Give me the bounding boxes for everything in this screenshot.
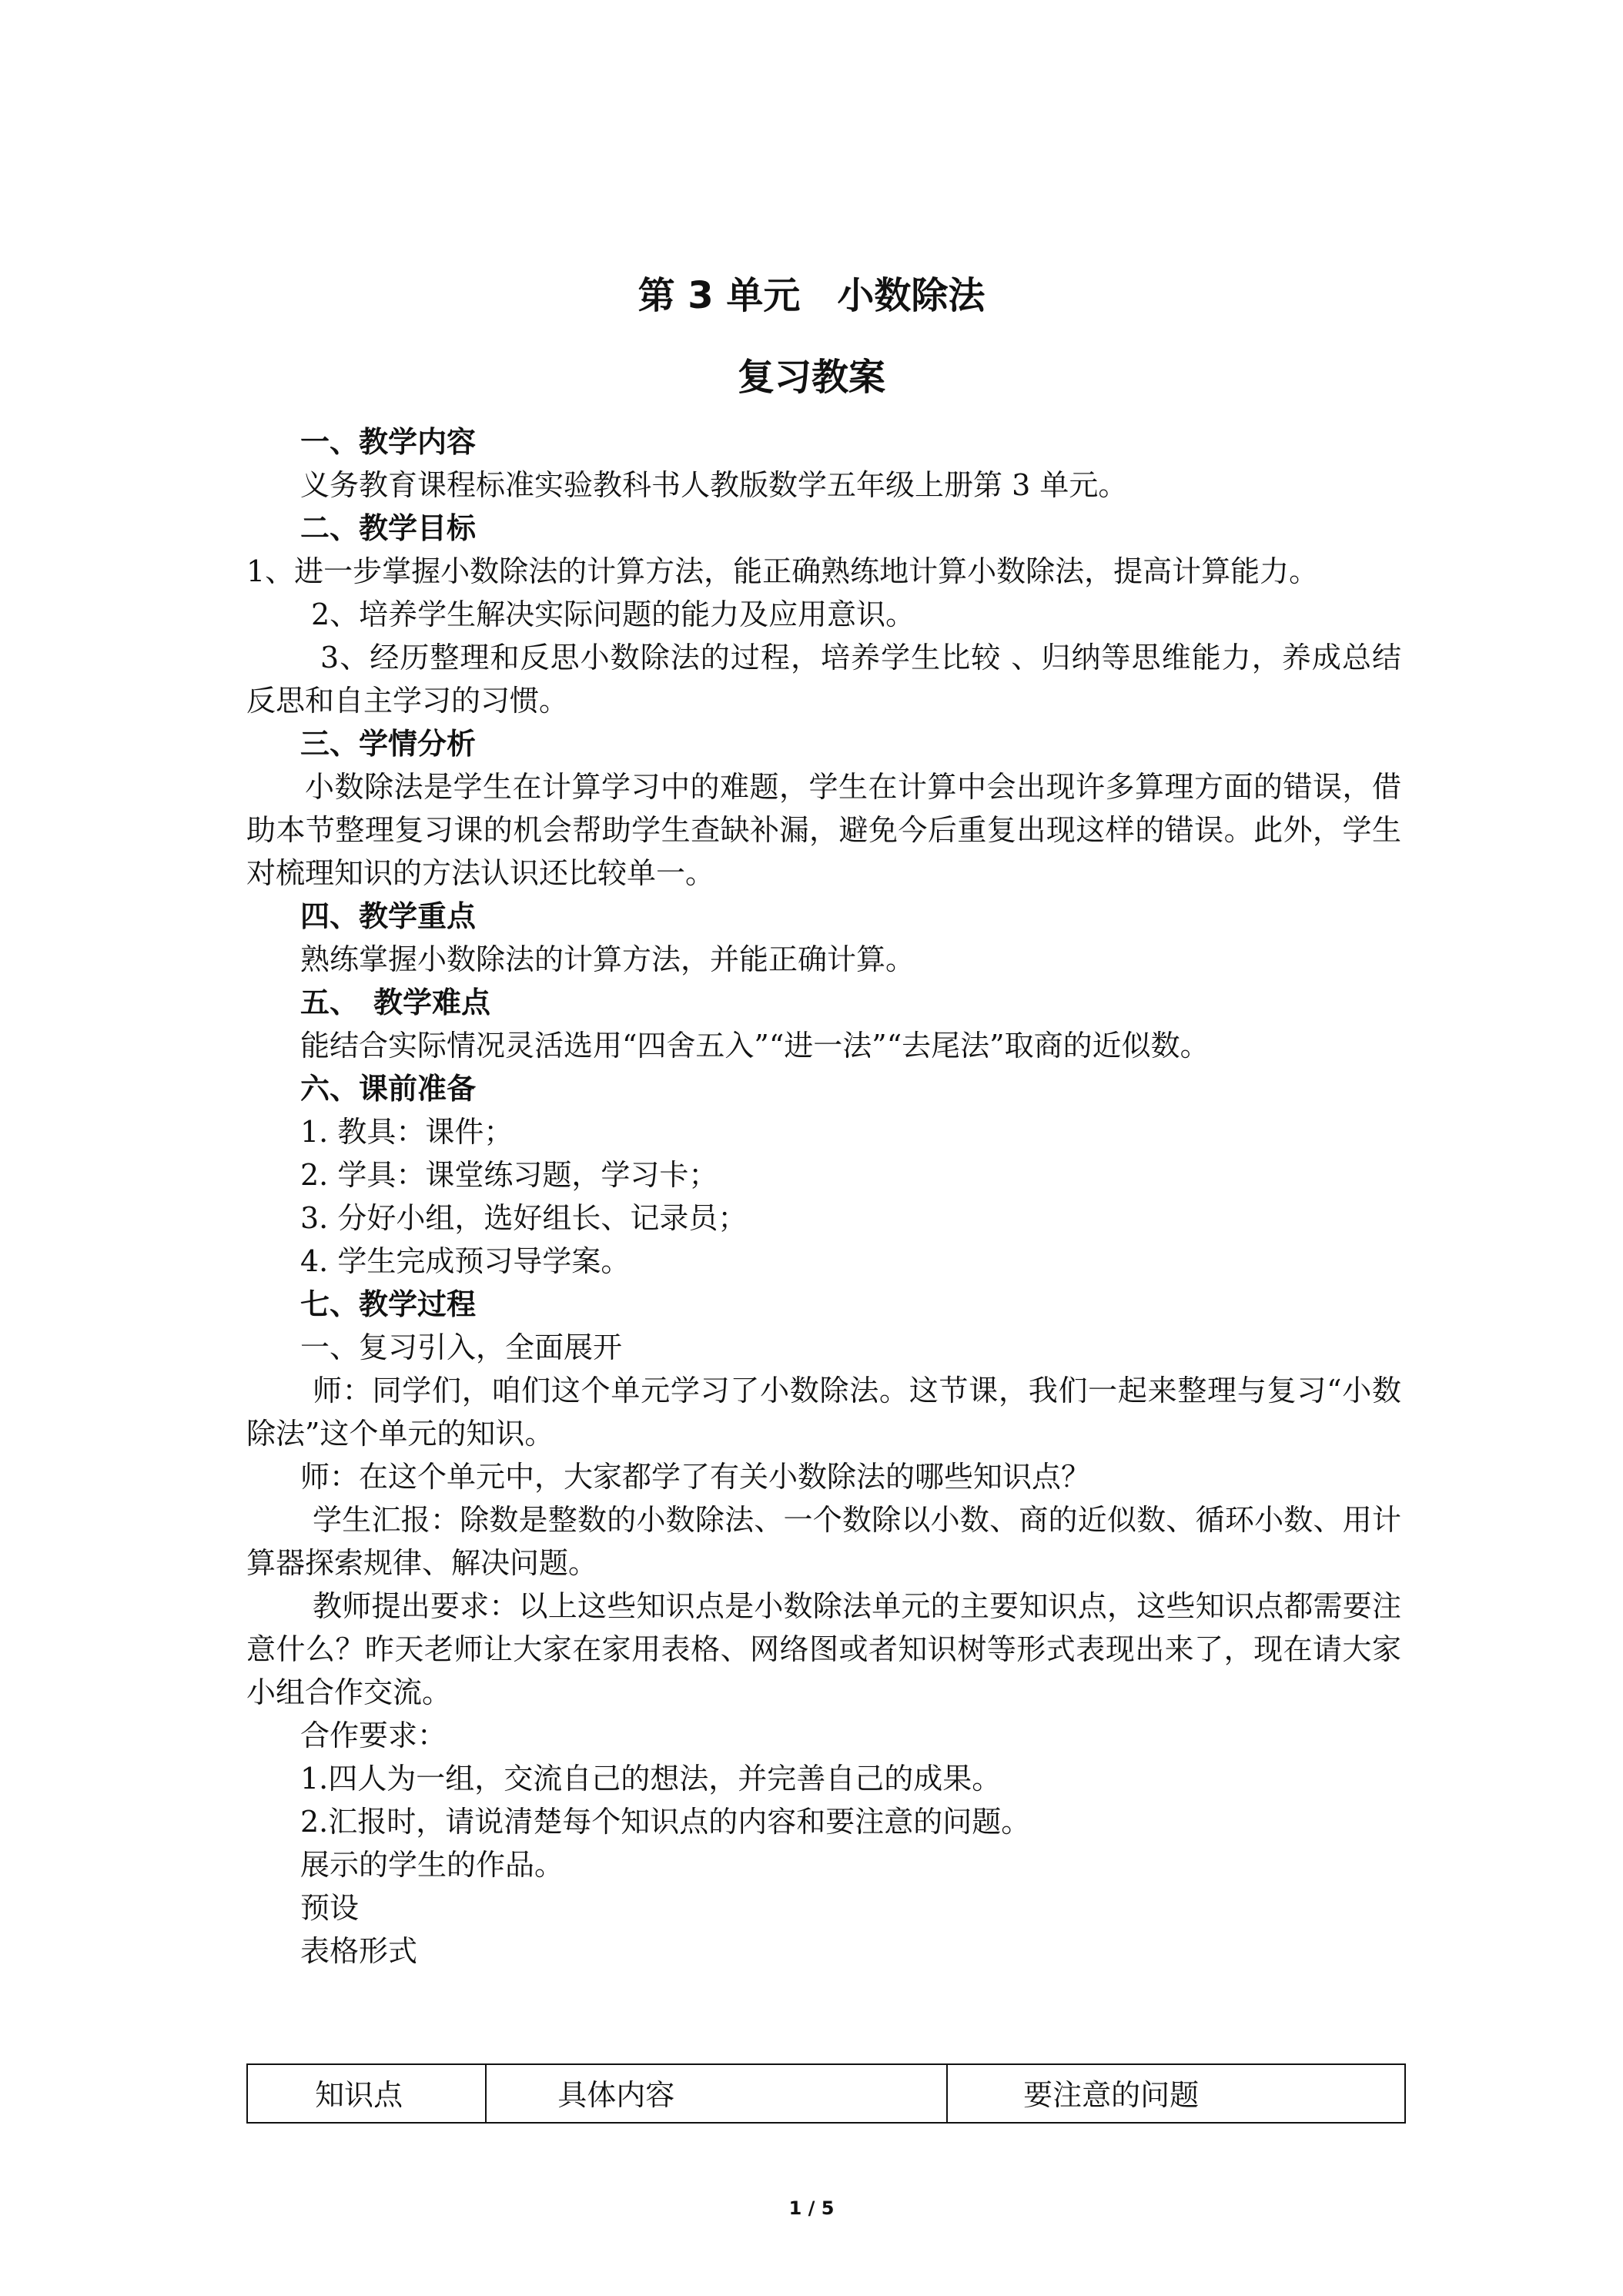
section-heading-content: 一、教学内容 bbox=[300, 425, 477, 459]
prep-item: 1. 教具：课件； bbox=[300, 1115, 514, 1149]
coop-item-1: 1.四人为一组，交流自己的想法，并完善自己的成果。 bbox=[300, 1762, 1002, 1796]
section-heading-analysis: 三、学情分析 bbox=[300, 727, 477, 761]
goal-item-2: 2、培养学生解决实际问题的能力及应用意识。 bbox=[311, 597, 915, 631]
header-knowledge-point: 知识点 bbox=[315, 2078, 403, 2112]
page-subtitle: 复习教案 bbox=[737, 356, 885, 399]
document-body bbox=[246, 420, 1401, 1973]
content-text: 义务教育课程标准实验教科书人教版数学五年级上册第 3 单元。 bbox=[300, 468, 1128, 502]
page-title: 第 3 单元 小数除法 bbox=[637, 274, 986, 317]
difficulty-text: 能结合实际情况灵活选用“四舍五入”“进一法”“去尾法”取商的近似数。 bbox=[300, 1029, 1210, 1063]
teacher-line-1: 师：同学们，咱们这个单元学习了小数除法。这节课，我们一起来整理与复习“小数除法”这个单元的知识。 bbox=[246, 1374, 1401, 1451]
preset-text: 预设 bbox=[300, 1891, 360, 1925]
analysis-text: 小数除法是学生在计算学习中的难题，学生在计算中会出现许多算理方面的错误，借助本节整理复习课的机会帮助学生查缺补漏，避免今后重复出现这样的错误。此外，学生对梳理知识的方法认识还比较单一。 bbox=[246, 770, 1401, 890]
header-notes: 要注意的问题 bbox=[1023, 2078, 1200, 2112]
key-text: 熟练掌握小数除法的计算方法，并能正确计算。 bbox=[300, 942, 915, 976]
process-step-1: 一、复习引入，全面展开 bbox=[300, 1330, 623, 1364]
table-header-cell bbox=[247, 2064, 486, 2123]
coop-item-2: 2.汇报时，请说清楚每个知识点的内容和要注意的问题。 bbox=[300, 1805, 1031, 1839]
prep-item: 3. 分好小组，选好组长、记录员； bbox=[300, 1201, 748, 1235]
table-form-text: 表格形式 bbox=[300, 1934, 418, 1968]
prep-item: 4. 学生完成预习导学案。 bbox=[300, 1244, 631, 1278]
goal-item-1: 1、进一步掌握小数除法的计算方法，能正确熟练地计算小数除法，提高计算能力。 bbox=[246, 554, 1319, 588]
student-report: 学生汇报：除数是整数的小数除法、一个数除以小数、商的近似数、循环小数、用计算器探索规律、解决问题。 bbox=[246, 1503, 1401, 1580]
show-work-text: 展示的学生的作品。 bbox=[300, 1848, 564, 1882]
header-specific-content: 具体内容 bbox=[557, 2078, 675, 2112]
section-heading-goals: 二、教学目标 bbox=[300, 511, 477, 545]
section-heading-process: 七、教学过程 bbox=[300, 1287, 477, 1321]
section-heading-key: 四、教学重点 bbox=[300, 899, 477, 933]
table-header-row bbox=[247, 2064, 1405, 2123]
teacher-request: 教师提出要求：以上这些知识点是小数除法单元的主要知识点，这些知识点都需要注意什么？昨天老师让大家在家用表格、网络图或者知识树等形式表现出来了，现在请大家小组合作交流。 bbox=[246, 1589, 1401, 1709]
goal-item-3: 3、经历整理和反思小数除法的过程，培养学生比较 、归纳等思维能力，养成总结反思和自主学习的习惯。 bbox=[246, 641, 1401, 718]
prep-item: 2. 学具：课堂练习题，学习卡； bbox=[300, 1158, 718, 1192]
section-heading-difficulty: 五、 教学难点 bbox=[300, 986, 491, 1019]
section-heading-prep: 六、课前准备 bbox=[300, 1072, 477, 1106]
coop-heading: 合作要求： bbox=[300, 1719, 447, 1752]
teacher-line-2: 师：在这个单元中，大家都学了有关小数除法的哪些知识点？ bbox=[300, 1460, 1091, 1494]
page-number: 1 / 5 bbox=[788, 2197, 835, 2219]
table-header-cell bbox=[486, 2064, 947, 2123]
table-header-cell bbox=[947, 2064, 1405, 2123]
knowledge-table bbox=[246, 2063, 1406, 2124]
